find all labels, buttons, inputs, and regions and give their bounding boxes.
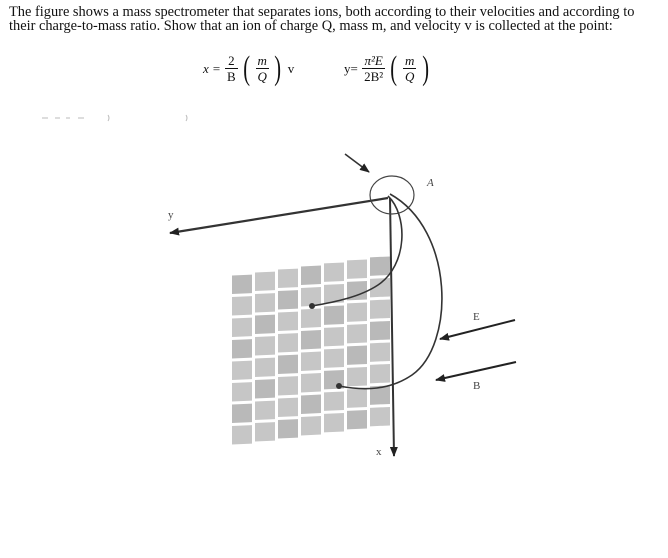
problem-text: The figure shows a mass spectrometer that separates ions, both according to their velocities and according to their charge-to-mass ratio. Show that an ion of charge Q, mass m, and velocity v is collected at the point: bbox=[9, 4, 635, 34]
grid-cell bbox=[347, 410, 367, 429]
grid-cell bbox=[301, 395, 321, 414]
x-axis bbox=[390, 198, 394, 456]
grid-cell bbox=[301, 416, 321, 435]
aperture-label: A bbox=[427, 177, 434, 189]
grid-cell bbox=[370, 299, 390, 318]
formula-x-coef-den: B bbox=[227, 69, 236, 84]
grid-cell bbox=[278, 355, 298, 374]
grid-cell bbox=[324, 263, 344, 282]
grid-cell bbox=[278, 312, 298, 331]
grid-cell bbox=[370, 321, 390, 340]
grid-cell bbox=[255, 358, 275, 377]
e-field-label: E bbox=[473, 311, 480, 323]
grid-cell bbox=[347, 345, 367, 364]
grid-cell bbox=[301, 266, 321, 285]
grid-cell bbox=[324, 349, 344, 368]
grid-cell bbox=[278, 376, 298, 395]
formula-x-velocity: v bbox=[287, 60, 295, 76]
grid-cell bbox=[255, 336, 275, 355]
grid-cell bbox=[255, 379, 275, 398]
outer-collection-point bbox=[336, 383, 342, 389]
grid-cell bbox=[278, 290, 298, 309]
formula-x-coef-num: 2 bbox=[225, 53, 238, 69]
formula-y-coef-num: π²E bbox=[362, 53, 385, 69]
ion-entry-arrow bbox=[345, 154, 369, 172]
grid-cell bbox=[278, 419, 298, 438]
collector-grid bbox=[232, 256, 390, 444]
grid-cell bbox=[232, 382, 252, 401]
grid-cell bbox=[232, 296, 252, 315]
grid-cell bbox=[232, 275, 252, 294]
grid-cell bbox=[347, 388, 367, 407]
b-field-arrow bbox=[436, 362, 516, 380]
formula-x-ratio-den: Q bbox=[257, 69, 267, 84]
grid-cell bbox=[278, 269, 298, 288]
x-axis-label: x bbox=[376, 446, 382, 458]
grid-cell bbox=[301, 373, 321, 392]
grid-cell bbox=[370, 342, 390, 361]
grid-cell bbox=[347, 259, 367, 278]
grid-cell bbox=[255, 315, 275, 334]
grid-cell bbox=[255, 401, 275, 420]
grid-cell bbox=[232, 318, 252, 337]
grid-cell bbox=[347, 324, 367, 343]
b-field-label: B bbox=[473, 380, 481, 392]
grid-cell bbox=[324, 306, 344, 325]
grid-cell bbox=[278, 398, 298, 417]
grid-cell bbox=[255, 422, 275, 441]
formula-x-lhs: x = bbox=[203, 60, 221, 76]
formula-y-lhs: y= bbox=[344, 60, 358, 76]
grid-cell bbox=[347, 367, 367, 386]
grid-cell bbox=[232, 404, 252, 423]
formula-y-coef-den: 2B² bbox=[364, 69, 384, 84]
formula-y-ratio-num: m bbox=[405, 53, 415, 68]
formula-x-ratio-num: m bbox=[257, 53, 267, 68]
grid-cell bbox=[255, 272, 275, 291]
grid-cell bbox=[370, 407, 390, 426]
grid-cell bbox=[301, 309, 321, 328]
inner-collection-point bbox=[309, 303, 315, 309]
formula-x-left-paren: ( bbox=[243, 49, 251, 87]
y-axis-label: y bbox=[168, 209, 174, 221]
grid-cell bbox=[370, 364, 390, 383]
y-axis bbox=[170, 198, 388, 233]
formula-x-right-paren: ) bbox=[274, 49, 282, 87]
formula-y-right-paren: ) bbox=[421, 49, 429, 87]
grid-cell bbox=[232, 339, 252, 358]
grid-cell bbox=[347, 302, 367, 321]
grid-cell bbox=[301, 330, 321, 349]
grid-cell bbox=[278, 333, 298, 352]
grid-cell bbox=[232, 425, 252, 444]
grid-cell bbox=[370, 256, 390, 275]
scan-artifacts bbox=[42, 115, 187, 121]
grid-cell bbox=[232, 361, 252, 380]
grid-cell bbox=[301, 352, 321, 371]
grid-cell bbox=[324, 327, 344, 346]
grid-cell bbox=[324, 392, 344, 411]
grid-cell bbox=[324, 413, 344, 432]
formula-y-ratio-den: Q bbox=[405, 69, 415, 84]
grid-cell bbox=[255, 293, 275, 312]
formula-y-left-paren: ( bbox=[390, 49, 398, 87]
